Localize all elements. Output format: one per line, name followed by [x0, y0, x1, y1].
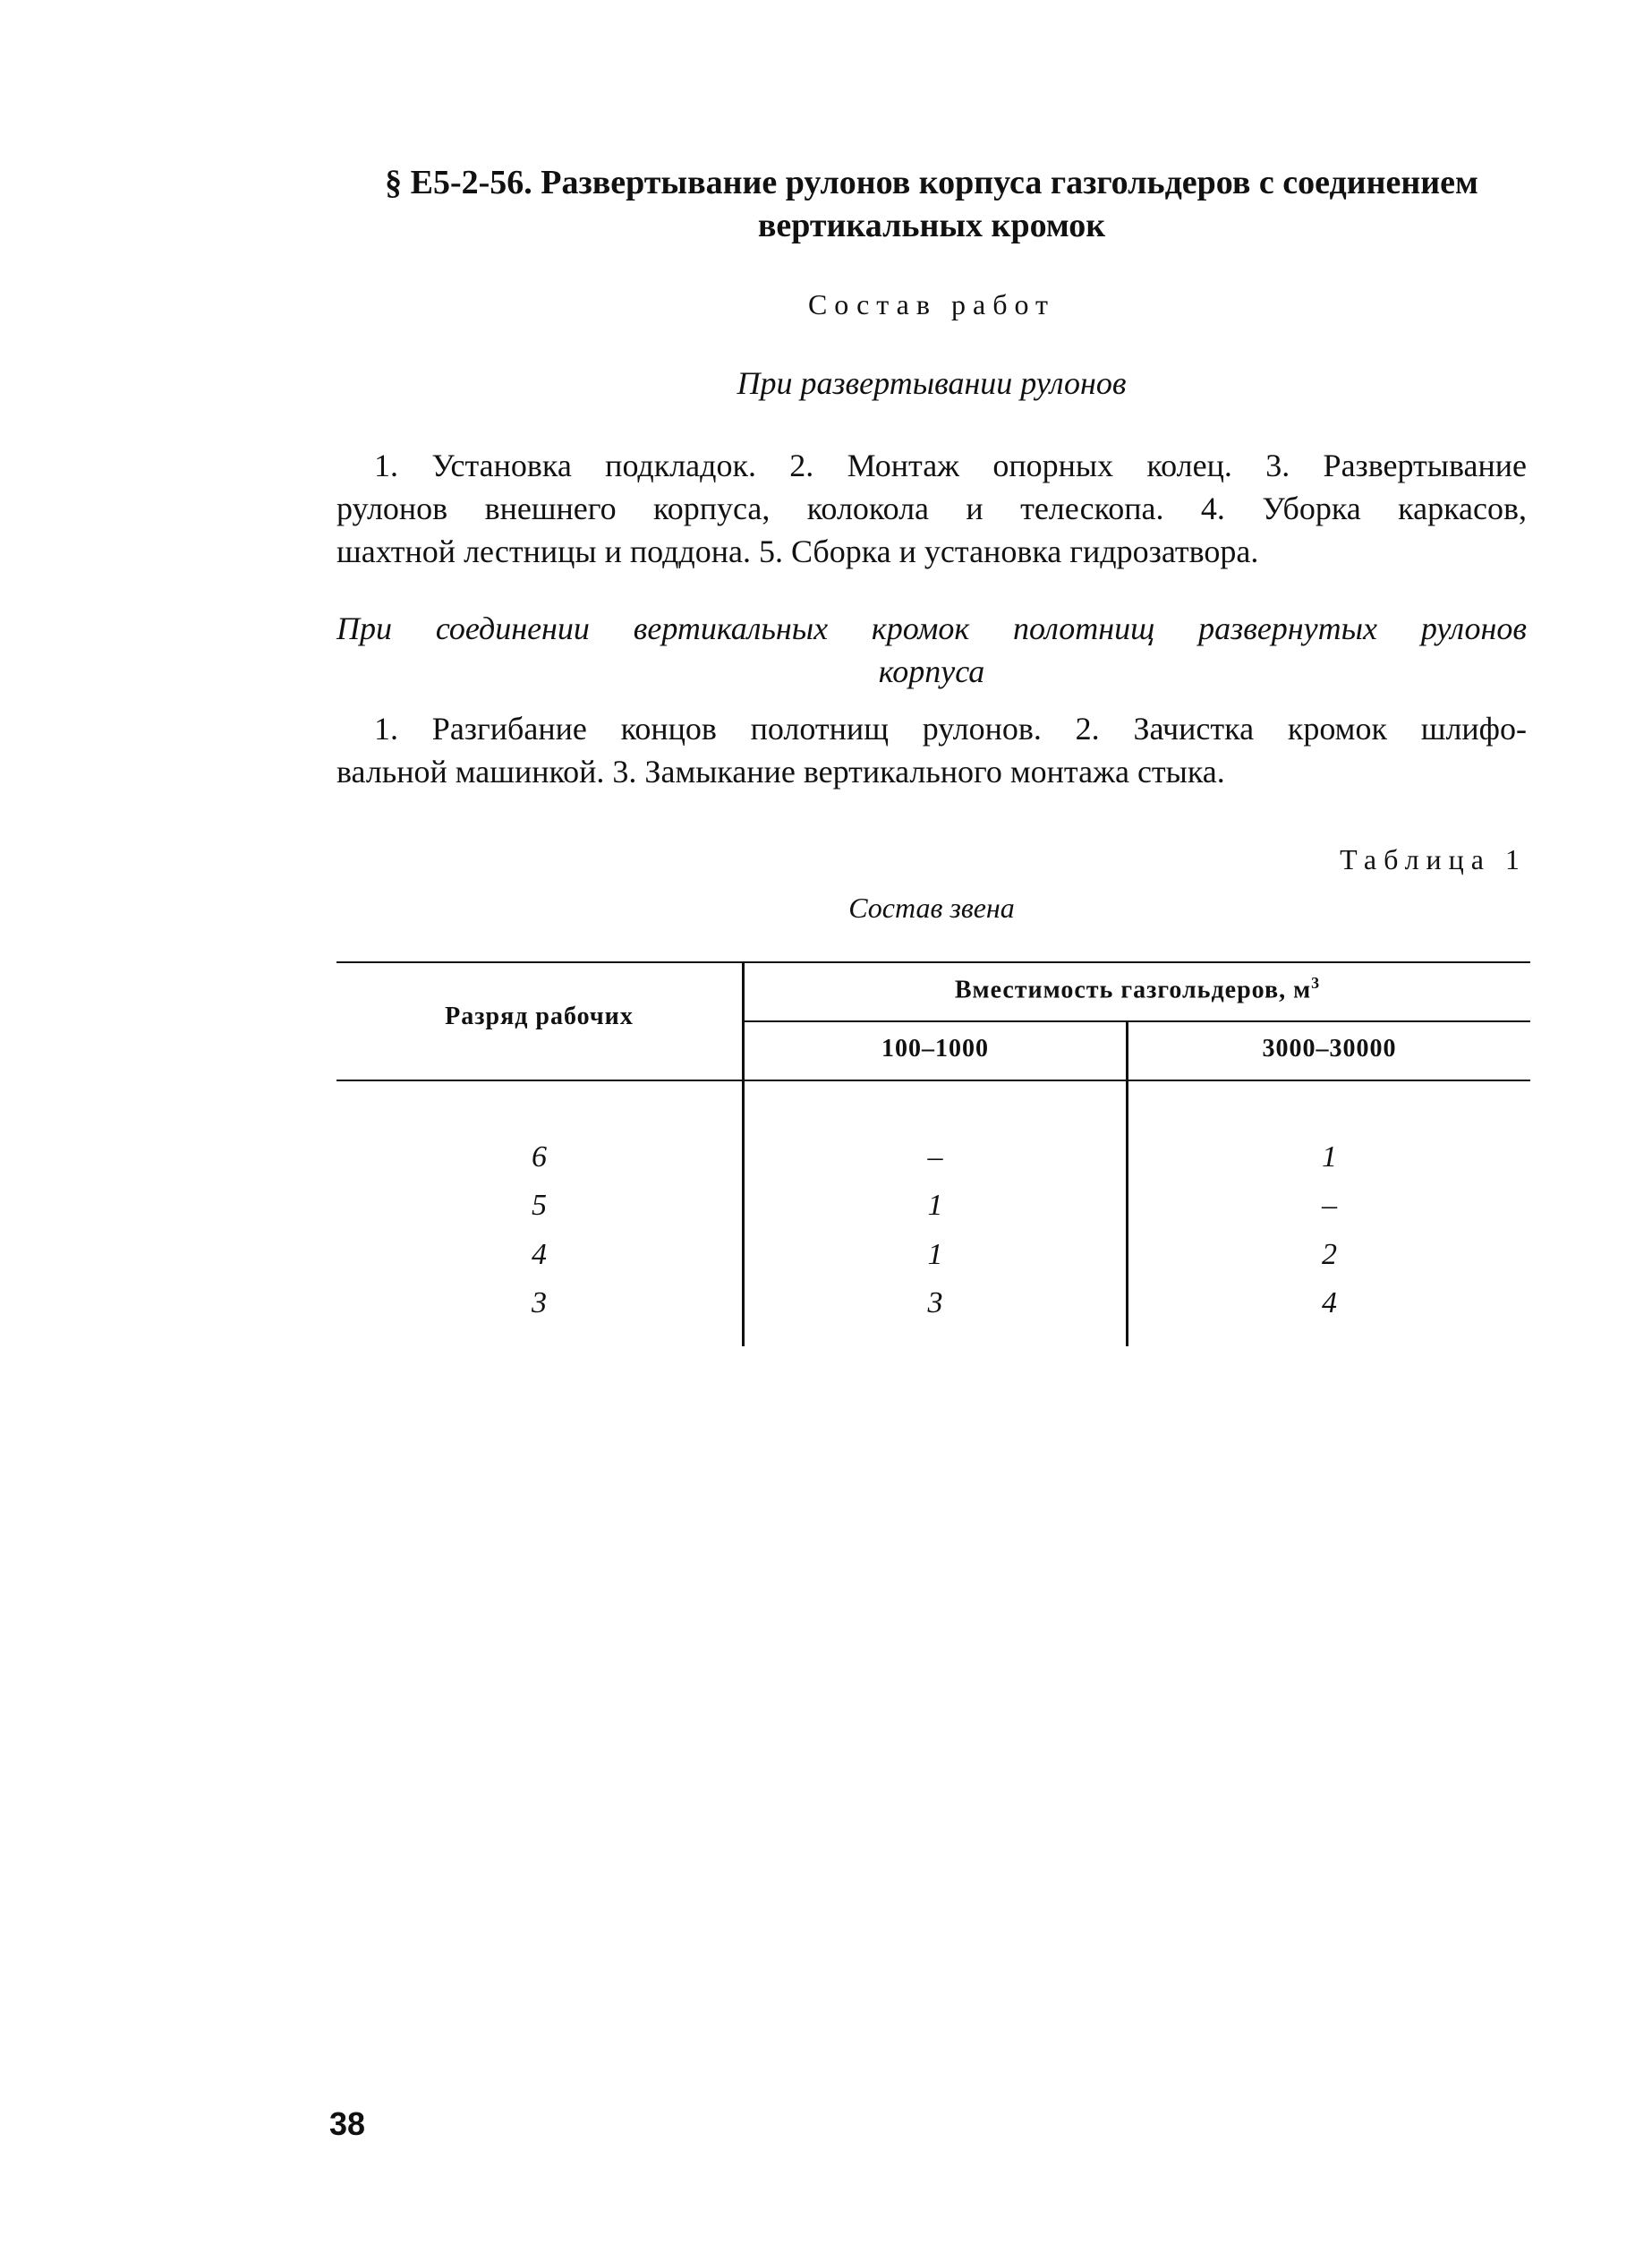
- table-cell-small: 3: [927, 1286, 943, 1319]
- section1-paragraph: [336, 444, 1527, 573]
- section2-title-line-2: корпуса: [878, 653, 985, 689]
- header-rank: Разряд рабочих: [445, 1003, 634, 1030]
- table-cell-large: 1: [1322, 1140, 1337, 1174]
- table-cell-rank: 6: [532, 1140, 547, 1174]
- subheader-small: 100–1000: [881, 1035, 989, 1063]
- section1-line-1: 1. Установка подкладок. 2. Монтаж опорных колец. 3. Развертывание: [374, 448, 1527, 483]
- section-heading: [336, 161, 1527, 247]
- table-label: Таблица 1: [1340, 843, 1527, 875]
- table-cell-small: 1: [927, 1238, 943, 1271]
- section2-paragraph: [336, 707, 1527, 793]
- header-capacity: [745, 974, 1530, 1004]
- section2-line-1: 1. Разгибание концов полотнищ рулонов. 2. Зачистка кромок шлифо-: [374, 711, 1527, 747]
- table-cell-large: 4: [1322, 1286, 1337, 1319]
- section-heading-line-2: вертикальных кромок: [757, 207, 1106, 244]
- table-cell-small: –: [927, 1140, 943, 1174]
- section1-line-2: рулонов внешнего корпуса, колокола и телескопа. 4. Уборка каркасов,: [336, 491, 1527, 526]
- section2-line-2: вальной машинкой. 3. Замыкание вертикального монтажа стыка.: [336, 754, 1225, 790]
- table-header-bottom-rule: [336, 1080, 1530, 1081]
- table-caption: Состав звена: [848, 892, 1015, 924]
- table-cell-rank: 3: [532, 1286, 547, 1319]
- section2-title-line-1: При соединении вертикальных кромок полотнищ развернутых рулонов: [336, 610, 1527, 646]
- page-number: 38: [329, 2105, 366, 2142]
- section-heading-line-1: § Е5-2-56. Развертывание рулонов корпуса газгольдеров с соединением: [385, 164, 1478, 201]
- subheader-large: 3000–30000: [1262, 1035, 1397, 1063]
- section2-title: [336, 607, 1527, 693]
- table-cell-large: 2: [1322, 1238, 1337, 1271]
- table-cell-large: –: [1322, 1189, 1337, 1222]
- table-cell-small: 1: [927, 1189, 943, 1222]
- section1-title: При развертывании рулонов: [737, 365, 1127, 401]
- table-cell-rank: 5: [532, 1189, 547, 1222]
- table-cell-rank: 4: [532, 1238, 547, 1271]
- section1-line-3: шахтной лестницы и поддона. 5. Сборка и установка гидрозатвора.: [336, 534, 1259, 569]
- header-capacity-unit-sup: 3: [1311, 974, 1321, 992]
- header-capacity-text: Вместимость газгольдеров, м: [954, 976, 1312, 1004]
- work-composition-title: Состав работ: [807, 288, 1056, 320]
- table-top-rule: [336, 961, 1530, 963]
- table-subheader-rule: [742, 1020, 1530, 1022]
